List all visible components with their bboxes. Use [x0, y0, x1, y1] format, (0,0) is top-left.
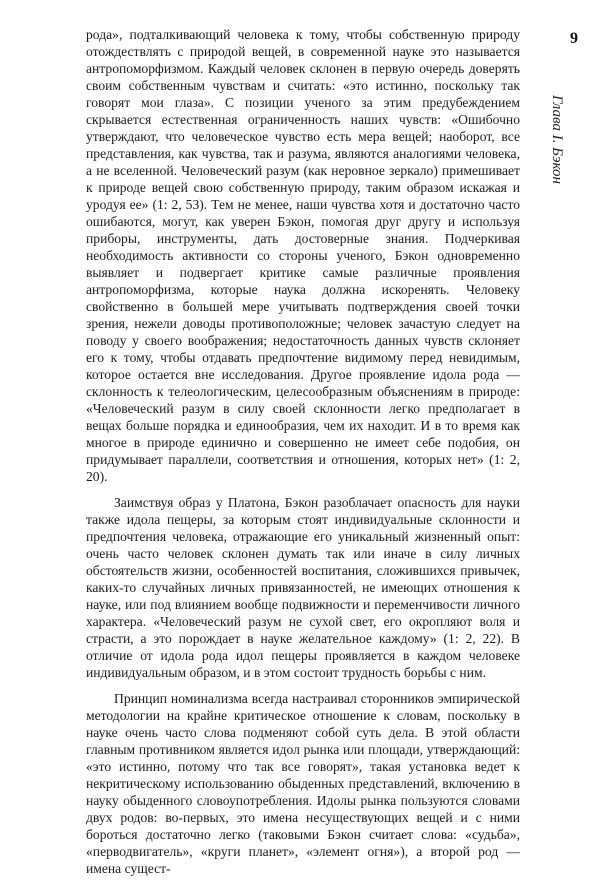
paragraph-2: Заимствуя образ у Платона, Бэкон разоблачает опасность для науки также идола пещеры, за которым стоят индивидуальные склонности и предпочтения человека, отражающие его уникальный жизненный опыт: очень часто человек склонен думать так или иначе в силу личных обстоятельств жизни, особенностей воспитания, сложившихся привычек, каких-то случайных личных привязанностей, не имеющих отношения к науке, или под влиянием вообще подвижности и переменчивости личного характера. «Человеческий разум не сухой свет, его окропляют воля и страсти, а это порождает в науке желательное каждому» (1: 2, 22). В отличие от идола рода идол пещеры проявляется в каждом человеке индивидуальным образом, и в этом состоит трудность борьбы с ним. [86, 495, 520, 680]
paragraph-3: Принцип номинализма всегда настраивал сторонников эмпирической методологии на крайне критическое отношение к словам, поскольку в науке очень часто слова подменяют собой суть дела. В этой области главным противником является идол рынка или площади, утверждающий: «это истинно, потому что так все говорят», такая установка ведет к некритическому использованию обыденных представлений, включению в науку обыденного словоупотребления. Идолы рынка пользуются словами двух родов: во-первых, это имена несуществующих вещей и с ними бороться достаточно легко (таковыми Бэкон считает слова: «судьба», «перводвигатель», «круги планет», «элемент огня»), а второй род — имена сущест- [86, 691, 520, 876]
running-head: Глава I. Бэкон [549, 95, 565, 184]
main-text [86, 26, 520, 886]
paragraph-1: рода», подталкивающий человека к тому, чтобы собственную природу отождествлять с природой вещей, в современной науке это называется антропоморфизмом. Каждый человек склонен в первую очередь доверять своим собственным чувствам и считать: «это истинно, поскольку так говорят мои глаза». С позиции ученого за этим предубеждением скрывается естественная ограниченность наших чувств: «Ошибочно утверждают, что человеческое чувство есть мера вещей; наоборот, все представления, как чувства, так и разума, являются аналогиями человека, а не вселенной. Человеческий разум (как неровное зеркало) примешивает к природе вещей свою собственную природу, таким образом искажая и уродуя ее» (1: 2, 53). Тем не менее, наши чувства хотя и достаточно часто ошибаются, могут, как уверен Бэкон, помогая друг другу и используя приборы, инструменты, дать достоверные знания. Подчеркивая необходимость активности со стороны ученого, Бэкон одновременно выявляет и подвергает критике самые различные проявления антропоморфизма, которые наука должна искоренять. Человеку свойственно в большей мере учитывать подтверждения своей точки зрения, нежели доводы противоположные; человек зачастую следует на поводу у своего воображения; недостаточность данных чувств склоняет его к тому, чтобы отдавать предпочтение видимому перед невидимым, которое остается вне исследования. Другое проявление идола рода — склонность к телеологическим, целесообразным объяснениям в природе: «Человеческий разум в силу своей склонности легко предполагает в вещах больше порядка и единообразия, чем их находит. И в то время как многое в природе единично и совершенно не имеет себе подобия, он придумывает параллели, соответствия и отношения, которых нет» (1: 2, 20). [86, 27, 520, 484]
page-number: 9 [570, 30, 578, 47]
